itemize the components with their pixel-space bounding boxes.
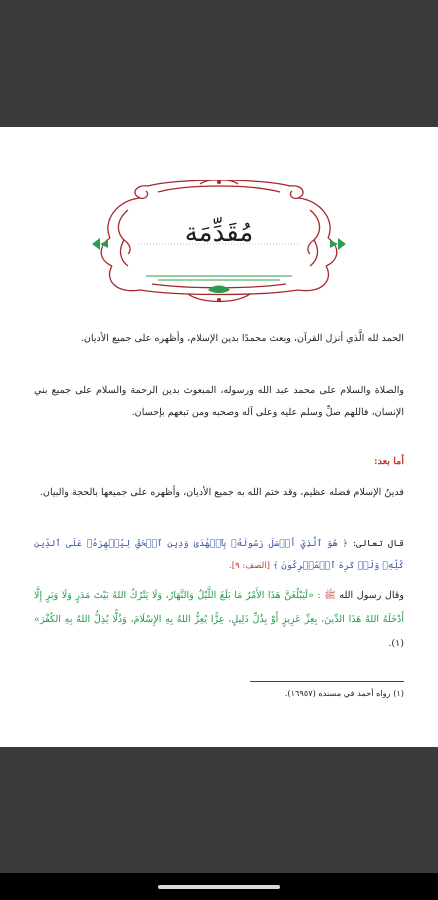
salutation-glyph: ﷺ <box>324 590 336 601</box>
quran-citation-label: قال تعالى: <box>352 538 404 549</box>
footnote-divider <box>250 681 404 682</box>
home-gesture-handle[interactable] <box>158 885 280 889</box>
quran-citation <box>34 533 404 577</box>
footnote-marker: (١). <box>388 638 404 649</box>
quran-reference: [الصف: ٩]. <box>228 561 271 571</box>
intro-paragraph-3: فدينُ الإسلام فضله عظيم، وقد ختم الله به جميع الأديان، وأظهره على جميعها بالحجة والبيان. <box>39 487 404 498</box>
hadith-intro: وقال رسول الله <box>339 590 404 601</box>
footnote: (١) رواه أحمد في مسنده (١٦٩٥٧). <box>284 688 404 698</box>
chapter-title: مُقَدِّمَة <box>184 218 254 248</box>
intro-paragraph-1: الحمد لله الَّذي أنزل القرآن، وبعث محمدًا بدين الإسلام، وأظهره على جميع الأديان. <box>80 333 404 344</box>
intro-paragraph-2: والصلاة والسلام على محمد عبد الله ورسوله، المبعوث بدين الرحمة والسلام على جميع بني الإنسان، فاللهم صلِّ وسلم عليه وعلى آله وصحبه ومن تبعهم بإحسان. <box>34 385 404 418</box>
hadith-text: : «لَيَبْلُغَنَّ هَذَا الأَمْرُ مَا بَلَغَ اللَّيْلُ وَالنَّهَارُ، وَلَا يَتْرُكُ اللهُ بَيْتَ مَدَرٍ وَلَا وَبَرٍ إِلَّا أَدْخَلَهُ اللهُ هَذَا الدِّينَ، بِعِزِّ عَزِيزٍ أَوْ بِذُلِّ ذَلِيلٍ، عِزًّا يُعِزُّ اللهُ بِهِ الإِسْلَامَ، وَذُلًّا يُذِلُّ اللهُ بِهِ الكُفْرَ» <box>34 590 404 625</box>
reader-top-bar <box>0 0 438 127</box>
hadith-citation <box>34 584 404 656</box>
quran-verse: ﴿ هُوَ ٱلَّذِيٓ أَرۡسَلَ رَسُولَهُۥ بِٱلۡهُدَىٰ وَدِينِ ٱلۡحَقِّ لِيُظۡهِرَهُۥ عَلَى ٱلدِّينِ كُلِّهِۦ وَلَوۡ كَرِهَ ٱلۡمُشۡرِكُونَ ﴾ <box>34 538 404 571</box>
section-heading: أما بعد: <box>374 456 404 467</box>
